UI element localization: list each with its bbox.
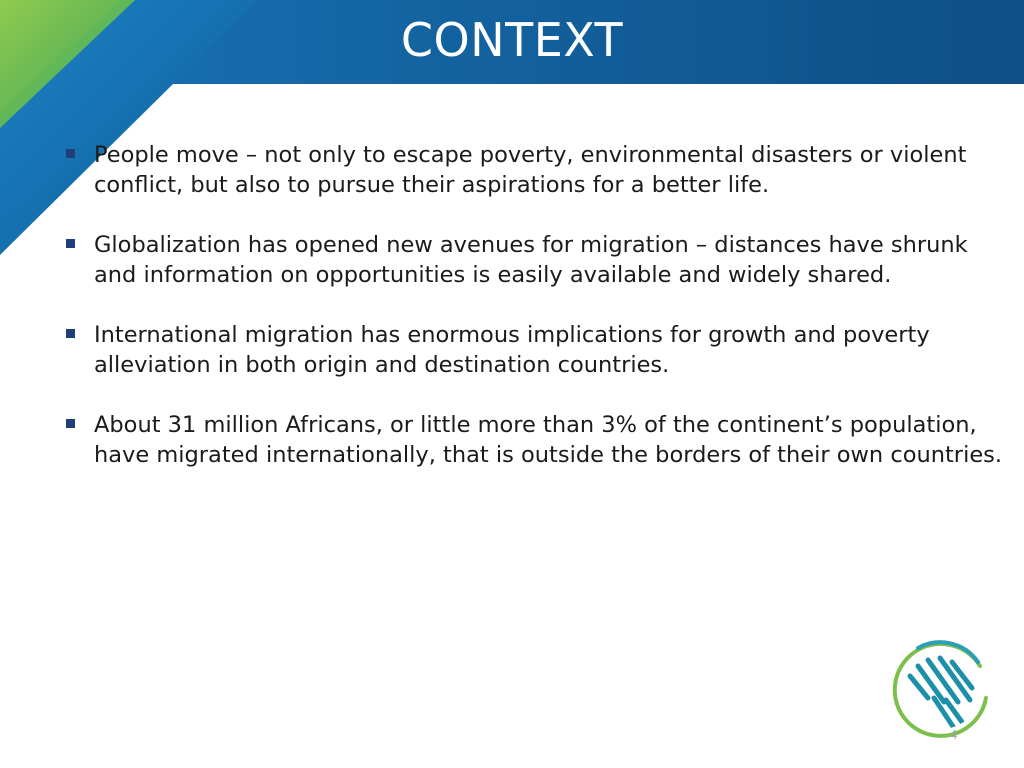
bullet-text: International migration has enormous implications for growth and poverty alleviation in both origin and destination countries. — [94, 322, 930, 378]
square-bullet-icon — [66, 419, 75, 428]
africa-stripes-logo-icon — [888, 636, 994, 742]
square-bullet-icon — [66, 149, 75, 158]
bullet-item — [62, 230, 1012, 290]
bullet-text: Globalization has opened new avenues for migration – distances have shrunk and information on opportunities is easily available and widely shared. — [94, 232, 968, 288]
slide-title: CONTEXT — [400, 13, 624, 67]
square-bullet-icon — [66, 239, 75, 248]
bullet-text: About 31 million Africans, or little more than 3% of the continent’s population, have migrated internationally, that is outside the borders of their own countries. — [94, 412, 1003, 468]
bullet-item — [62, 320, 1012, 380]
page-number: 4 — [950, 727, 958, 742]
square-bullet-icon — [66, 329, 75, 338]
bullet-text: People move – not only to escape poverty, environmental disasters or violent conflict, but also to pursue their aspirations for a better life. — [94, 142, 967, 198]
bullet-item — [62, 410, 1012, 470]
bullet-list — [62, 140, 1012, 500]
bullet-item — [62, 140, 1012, 200]
